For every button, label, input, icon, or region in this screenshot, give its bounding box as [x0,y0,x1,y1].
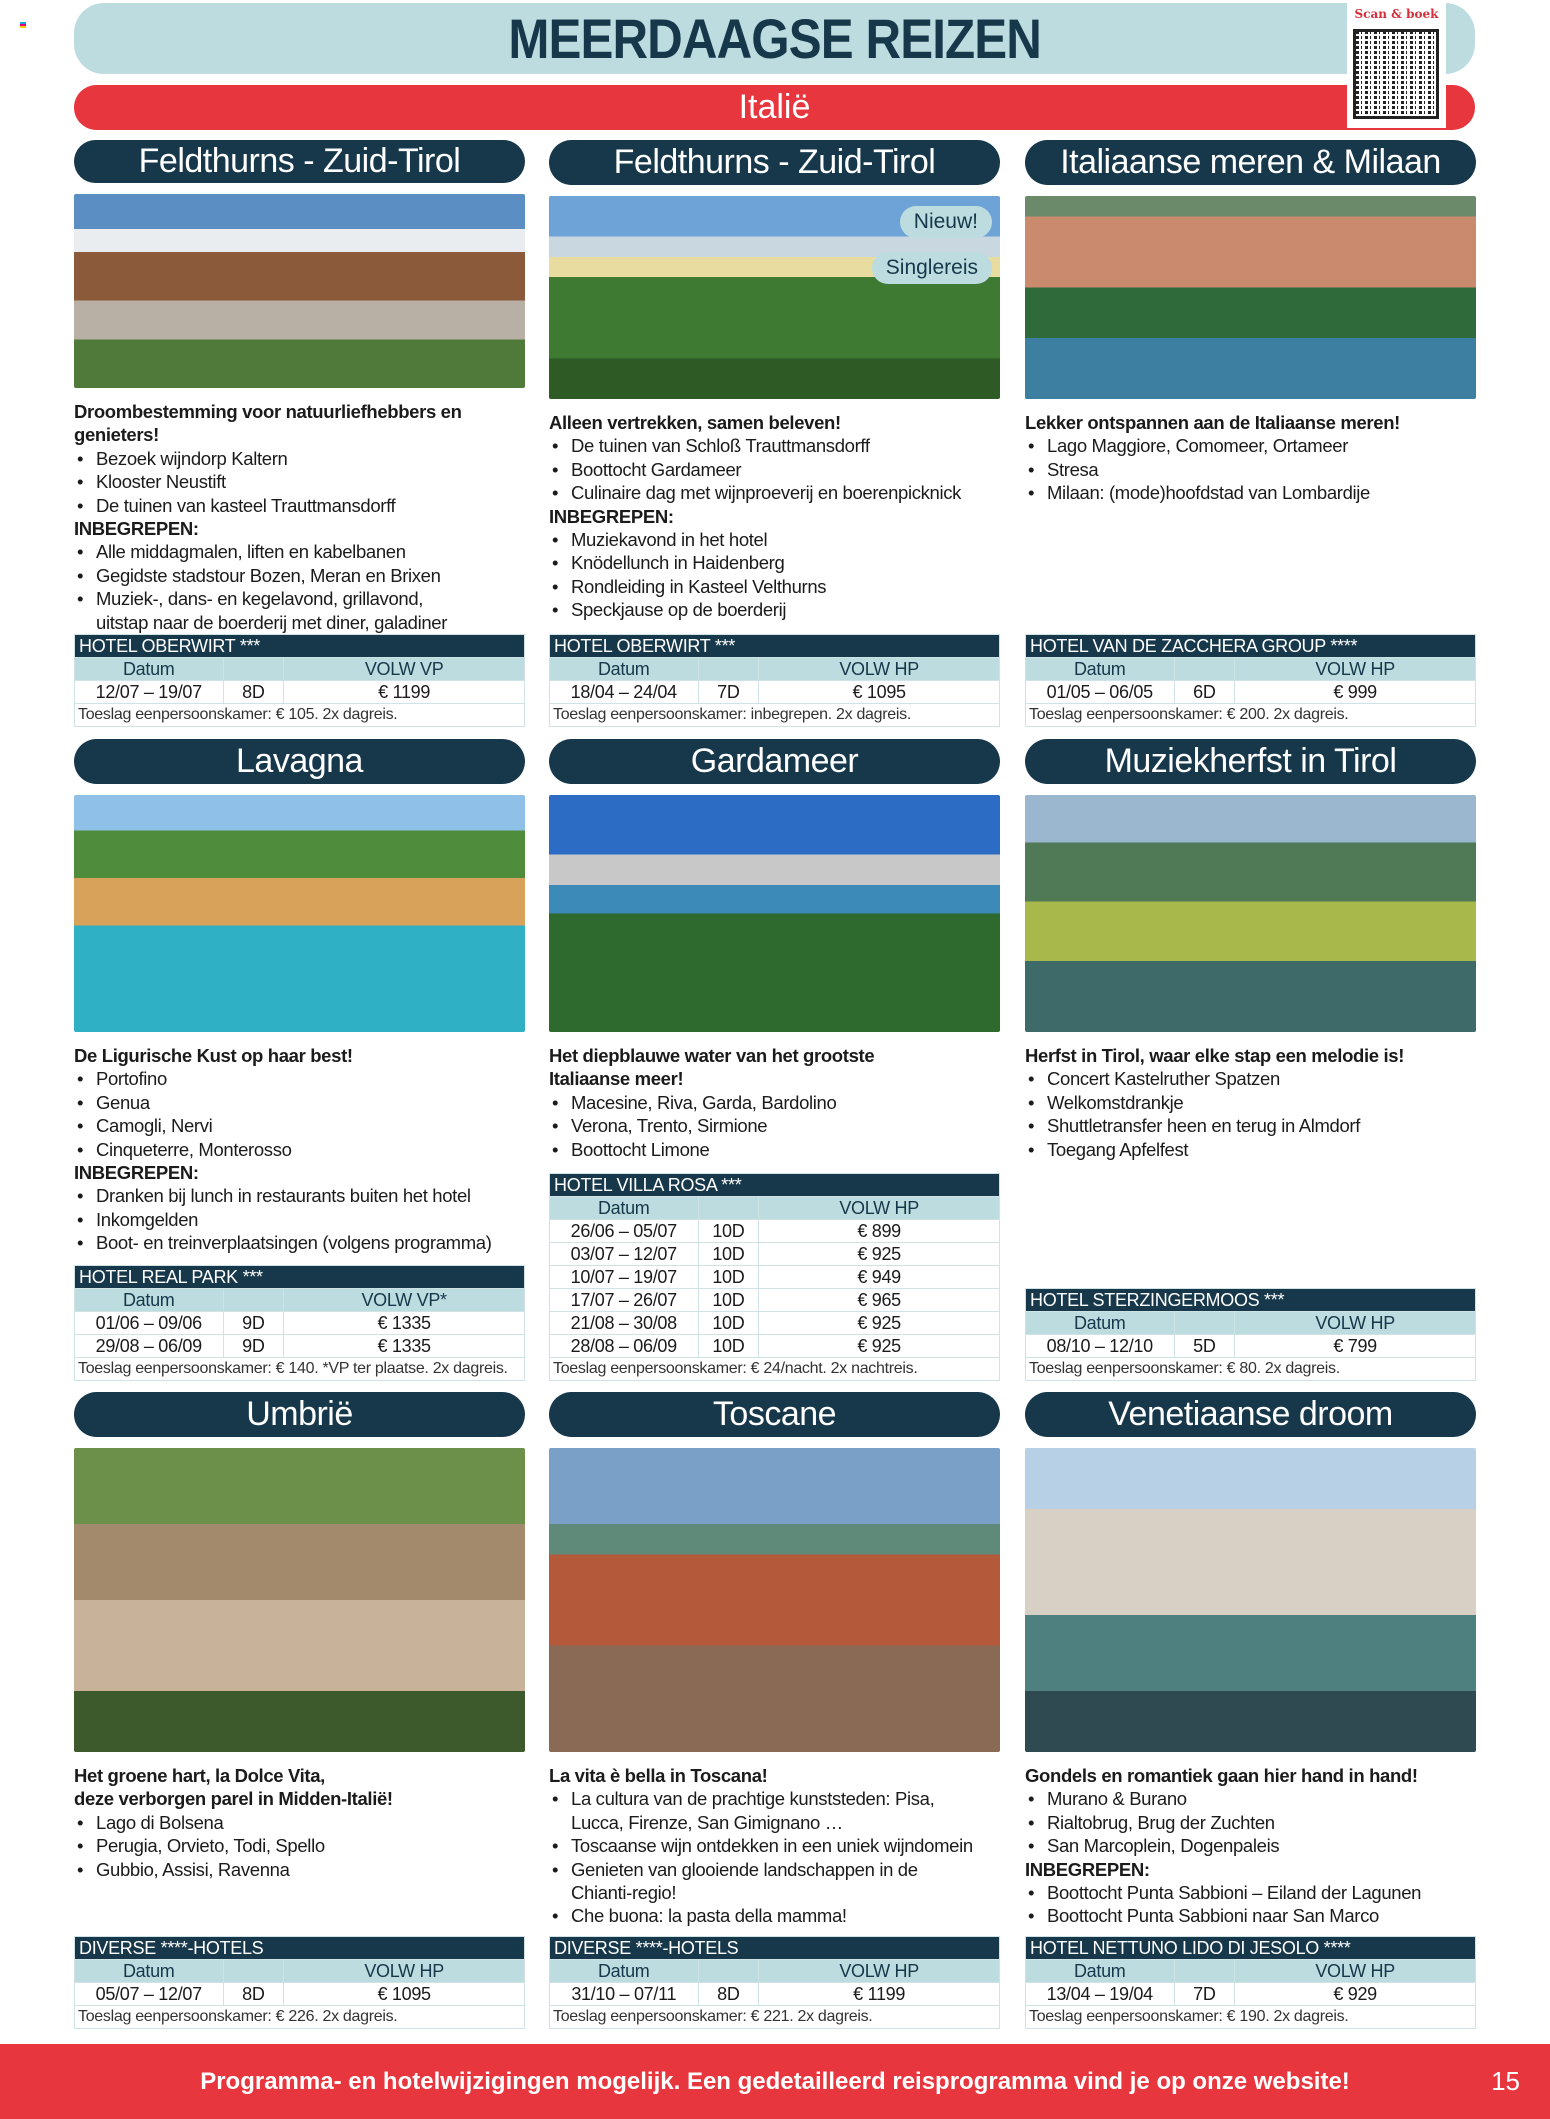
trip-description [1025,1764,1476,1928]
column-header: VOLW HP [759,1960,1000,1983]
column-header: VOLW HP [1235,1312,1476,1335]
trip-photo[interactable] [74,795,525,1032]
trip-card[interactable] [549,140,1000,727]
hotel-row [550,1937,1000,1960]
included-item: • Muziekavond in het hotel [549,528,1000,551]
price: € 949 [759,1266,1000,1289]
hotel-row [1026,635,1476,658]
trip-intro: Alleen vertrekken, samen beleven! [549,412,841,433]
surcharge-note-row [1026,704,1476,727]
column-header [223,1960,284,1983]
column-header: VOLW VP* [284,1289,525,1312]
column-header: Datum [1026,1312,1175,1335]
column-header-row [550,1197,1000,1220]
surcharge-note: Toeslag eenpersoonskamer: € 221. 2x dagreis. [550,2006,1000,2029]
trip-description [549,1044,1000,1161]
trip-description [74,1044,525,1255]
trip-title[interactable]: Venetiaanse droom [1025,1392,1476,1437]
included-list [74,540,525,634]
column-header: Datum [75,658,224,681]
column-header: VOLW HP [1235,1960,1476,1983]
price-table [74,1936,525,2029]
hotel-name: HOTEL STERZINGERMOOS *** [1026,1289,1476,1312]
highlights-list [74,1811,525,1881]
trip-title[interactable]: Lavagna [74,739,525,784]
print-color-marks [20,22,26,28]
duration: 8D [223,1983,284,2006]
price-table [1025,1936,1476,2029]
departure-dates: 13/04 – 19/04 [1026,1983,1175,2006]
trip-photo[interactable] [74,194,525,388]
duration: 8D [223,681,284,704]
included-item: • Boottocht Punta Sabbioni naar San Marco [1025,1904,1476,1927]
highlight-item: • Boottocht Gardameer [549,458,1000,481]
price-table [74,1265,525,1381]
trip-card[interactable] [1025,1392,1476,2029]
surcharge-note-row [550,2006,1000,2029]
departure-dates: 01/06 – 09/06 [75,1312,224,1335]
highlight-item: • De tuinen van Schloß Trauttmansdorff [549,434,1000,457]
hotel-row [550,1174,1000,1197]
qr-label: Scan & boek [1354,7,1439,21]
highlights-list [1025,434,1476,504]
surcharge-note: Toeslag eenpersoonskamer: € 190. 2x dagreis. [1026,2006,1476,2029]
highlights-list [1025,1067,1476,1161]
highlight-item: • Genieten van glooiende landschappen in de Chianti-regio! [549,1858,1000,1905]
column-header-row [75,1289,525,1312]
highlight-item: • Concert Kastelruther Spatzen [1025,1067,1476,1090]
qr-code[interactable] [1347,3,1446,128]
column-header: VOLW HP [284,1960,525,1983]
surcharge-note-row [75,704,525,727]
price: € 1335 [284,1312,525,1335]
trip-photo[interactable] [1025,1448,1476,1752]
highlight-item: • La cultura van de prachtige kunststeden: Pisa, Lucca, Firenze, San Gimignano … [549,1787,1000,1834]
surcharge-note: Toeslag eenpersoonskamer: inbegrepen. 2x dagreis. [550,704,1000,727]
surcharge-note: Toeslag eenpersoonskamer: € 105. 2x dagreis. [75,704,525,727]
price-row [550,1266,1000,1289]
price-table [549,634,1000,727]
hotel-row [75,1937,525,1960]
column-header: Datum [75,1960,224,1983]
surcharge-note: Toeslag eenpersoonskamer: € 226. 2x dagreis. [75,2006,525,2029]
trip-description [549,1764,1000,1928]
surcharge-note-row [550,704,1000,727]
country-banner: Italië [74,85,1475,130]
trip-card[interactable] [74,140,525,727]
trip-badge: Singlereis [872,252,992,284]
highlight-item: • Cinqueterre, Monterosso [74,1138,525,1161]
highlights-list [74,447,525,517]
price-row [75,681,525,704]
price: € 1095 [284,1983,525,2006]
trip-card[interactable] [74,739,525,1381]
highlight-item: • Rialtobrug, Brug der Zuchten [1025,1811,1476,1834]
column-header: VOLW HP [759,658,1000,681]
column-header-row [75,658,525,681]
trip-intro: Het groene hart, la Dolce Vita, deze verborgen parel in Midden-Italië! [74,1765,393,1810]
trip-card[interactable] [1025,140,1476,727]
included-item: • Knödellunch in Haidenberg [549,551,1000,574]
highlight-item: • Genua [74,1091,525,1114]
surcharge-note-row [550,1358,1000,1381]
highlight-item: • Perugia, Orvieto, Todi, Spello [74,1834,525,1857]
highlight-item: • Portofino [74,1067,525,1090]
surcharge-note: Toeslag eenpersoonskamer: € 80. 2x dagreis. [1026,1358,1476,1381]
highlight-item: • Boottocht Limone [549,1138,1000,1161]
departure-dates: 29/08 – 06/09 [75,1335,224,1358]
highlights-list [1025,1787,1476,1857]
trip-photo[interactable] [549,1448,1000,1752]
highlights-list [74,1067,525,1161]
duration: 7D [698,681,759,704]
trip-title[interactable]: Feldthurns - Zuid-Tirol [549,140,1000,185]
price: € 925 [759,1243,1000,1266]
departure-dates: 26/06 – 05/07 [550,1220,699,1243]
trip-photo[interactable] [1025,795,1476,1032]
price-row [550,1289,1000,1312]
highlights-list [549,1091,1000,1161]
column-header-row [550,1960,1000,1983]
price: € 965 [759,1289,1000,1312]
trip-photo[interactable] [74,1448,525,1752]
highlight-item: • Gubbio, Assisi, Ravenna [74,1858,525,1881]
hotel-name: HOTEL OBERWIRT *** [550,635,1000,658]
duration: 5D [1174,1335,1235,1358]
surcharge-note: Toeslag eenpersoonskamer: € 140. *VP ter plaatse. 2x dagreis. [75,1358,525,1381]
price: € 1335 [284,1335,525,1358]
column-header: Datum [75,1289,224,1312]
column-header [698,658,759,681]
price-row [75,1983,525,2006]
hotel-name: HOTEL VAN DE ZACCHERA GROUP **** [1026,635,1476,658]
departure-dates: 01/05 – 06/05 [1026,681,1175,704]
trip-description [74,400,525,634]
trip-intro: Droombestemming voor natuurliefhebbers en genieters! [74,400,462,446]
price-table [1025,1288,1476,1381]
duration: 10D [698,1243,759,1266]
highlight-item: • Che buona: la pasta della mamma! [549,1904,1000,1927]
trip-intro: Gondels en romantiek gaan hier hand in hand! [1025,1765,1418,1786]
surcharge-note-row [75,2006,525,2029]
highlights-list [549,1787,1000,1927]
column-header-row [75,1960,525,1983]
trip-intro: Het diepblauwe water van het grootste Italiaanse meer! [549,1045,875,1090]
highlight-item: • Milaan: (mode)hoofdstad van Lombardije [1025,481,1476,504]
departure-dates: 03/07 – 12/07 [550,1243,699,1266]
price: € 899 [759,1220,1000,1243]
price-row [75,1312,525,1335]
included-item: • Rondleiding in Kasteel Velthurns [549,575,1000,598]
column-header: VOLW VP [284,658,525,681]
trip-description [549,411,1000,622]
trip-photo[interactable] [1025,196,1476,399]
highlight-item: • Camogli, Nervi [74,1114,525,1137]
departure-dates: 17/07 – 26/07 [550,1289,699,1312]
departure-dates: 18/04 – 24/04 [550,681,699,704]
price-row [550,1312,1000,1335]
highlight-item: • San Marcoplein, Dogenpaleis [1025,1834,1476,1857]
price: € 1095 [759,681,1000,704]
column-header: Datum [550,1197,699,1220]
column-header [223,658,284,681]
duration: 10D [698,1335,759,1358]
highlights-list [549,434,1000,504]
price-row [550,1243,1000,1266]
highlight-item: • Stresa [1025,458,1476,481]
trip-description [1025,1044,1476,1161]
hotel-row [1026,1937,1476,1960]
column-header [1174,1312,1235,1335]
included-list [1025,1881,1476,1928]
column-header: Datum [550,658,699,681]
included-label: INBEGREPEN: [1025,1858,1150,1880]
price-table [549,1173,1000,1381]
included-label: INBEGREPEN: [74,517,199,539]
column-header: Datum [550,1960,699,1983]
trip-badge: Nieuw! [900,206,992,238]
departure-dates: 12/07 – 19/07 [75,681,224,704]
highlight-item: • Bezoek wijndorp Kaltern [74,447,525,470]
included-item: • Dranken bij lunch in restaurants buiten het hotel [74,1184,525,1207]
price-table [1025,634,1476,727]
price-row [550,1335,1000,1358]
included-label: INBEGREPEN: [74,1162,199,1184]
departure-dates: 05/07 – 12/07 [75,1983,224,2006]
highlight-item: • Toegang Apfelfest [1025,1138,1476,1161]
departure-dates: 31/10 – 07/11 [550,1983,699,2006]
column-header [223,1289,284,1312]
departure-dates: 28/08 – 06/09 [550,1335,699,1358]
hotel-name: HOTEL REAL PARK *** [75,1266,525,1289]
included-item: • Inkomgelden [74,1208,525,1231]
trip-title[interactable]: Muziekherfst in Tirol [1025,739,1476,784]
trip-photo[interactable] [549,795,1000,1032]
duration: 10D [698,1220,759,1243]
hotel-row [75,635,525,658]
price: € 925 [759,1312,1000,1335]
trip-intro: De Ligurische Kust op haar best! [74,1045,353,1066]
surcharge-note-row [75,1358,525,1381]
duration: 9D [223,1335,284,1358]
price-table [74,634,525,727]
column-header [698,1960,759,1983]
departure-dates: 08/10 – 12/10 [1026,1335,1175,1358]
departure-dates: 21/08 – 30/08 [550,1312,699,1335]
duration: 10D [698,1312,759,1335]
trip-description [74,1764,525,1881]
trip-intro: Lekker ontspannen aan de Italiaanse meren! [1025,412,1400,433]
included-item: • Boot- en treinverplaatsingen (volgens programma) [74,1231,525,1254]
price-row [1026,1335,1476,1358]
trip-photo[interactable] [549,196,1000,399]
price: € 1199 [284,681,525,704]
column-header-row [1026,1312,1476,1335]
price-row [1026,1983,1476,2006]
price-row [550,1220,1000,1243]
included-label: INBEGREPEN: [549,505,674,527]
highlight-item: • Shuttletransfer heen en terug in Almdorf [1025,1114,1476,1137]
included-list [74,1184,525,1254]
trip-description [1025,411,1476,505]
highlight-item: • Murano & Burano [1025,1787,1476,1810]
trip-title[interactable]: Feldthurns - Zuid-Tirol [74,140,525,183]
duration: 9D [223,1312,284,1335]
price-table [549,1936,1000,2029]
page-number: 15 [1491,2066,1520,2096]
included-list [549,528,1000,622]
trip-card[interactable] [549,739,1000,1381]
price: € 929 [1235,1983,1476,2006]
page-title: MEERDAAGSE REIZEN [508,7,1041,70]
duration: 7D [1174,1983,1235,2006]
highlight-item: • Macesine, Riva, Garda, Bardolino [549,1091,1000,1114]
trip-card[interactable] [549,1392,1000,2029]
price-row [550,1983,1000,2006]
hotel-name: HOTEL OBERWIRT *** [75,635,525,658]
price-row [1026,681,1476,704]
trip-title[interactable]: Toscane [549,1392,1000,1437]
duration: 6D [1174,681,1235,704]
price-row [75,1335,525,1358]
trip-card[interactable] [74,1392,525,2029]
price: € 999 [1235,681,1476,704]
highlight-item: • Lago Maggiore, Comomeer, Ortameer [1025,434,1476,457]
duration: 8D [698,1983,759,2006]
highlight-item: • Lago di Bolsena [74,1811,525,1834]
highlight-item: • Verona, Trento, Sirmione [549,1114,1000,1137]
column-header: VOLW HP [759,1197,1000,1220]
included-item: • Boottocht Punta Sabbioni – Eiland der Lagunen [1025,1881,1476,1904]
column-header [1174,1960,1235,1983]
column-header: Datum [1026,658,1175,681]
column-header-row [550,658,1000,681]
page-header [74,3,1475,74]
surcharge-note-row [1026,2006,1476,2029]
column-header [1174,658,1235,681]
footer-message: Programma- en hotelwijzigingen mogelijk. Een gedetailleerd reisprogramma vind je op onze website! [200,2067,1350,2095]
trip-intro: La vita è bella in Toscana! [549,1765,768,1786]
hotel-row [1026,1289,1476,1312]
trip-title[interactable]: Gardameer [549,739,1000,784]
trip-title[interactable]: Umbrië [74,1392,525,1437]
column-header: Datum [1026,1960,1175,1983]
price: € 925 [759,1335,1000,1358]
price-row [550,681,1000,704]
column-header-row [1026,658,1476,681]
hotel-name: DIVERSE ****-HOTELS [550,1937,1000,1960]
surcharge-note: Toeslag eenpersoonskamer: € 24/nacht. 2x nachtreis. [550,1358,1000,1381]
hotel-name: HOTEL NETTUNO LIDO DI JESOLO **** [1026,1937,1476,1960]
duration: 10D [698,1266,759,1289]
included-item: • Alle middagmalen, liften en kabelbanen [74,540,525,563]
hotel-name: HOTEL VILLA ROSA *** [550,1174,1000,1197]
column-header: VOLW HP [1235,658,1476,681]
included-item: • Muziek-, dans- en kegelavond, grillavond, uitstap naar de boerderij met diner, galadiner [74,587,525,634]
column-header [698,1197,759,1220]
trip-card[interactable] [1025,739,1476,1381]
highlight-item: • Welkomstdrankje [1025,1091,1476,1114]
surcharge-note: Toeslag eenpersoonskamer: € 200. 2x dagreis. [1026,704,1476,727]
price: € 1199 [759,1983,1000,2006]
hotel-row [75,1266,525,1289]
hotel-row [550,635,1000,658]
trip-title[interactable]: Italiaanse meren & Milaan [1025,140,1476,185]
included-item: • Speckjause op de boerderij [549,598,1000,621]
hotel-name: DIVERSE ****-HOTELS [75,1937,525,1960]
duration: 10D [698,1289,759,1312]
qr-code-image[interactable] [1353,29,1439,119]
included-item: • Gegidste stadstour Bozen, Meran en Brixen [74,564,525,587]
departure-dates: 10/07 – 19/07 [550,1266,699,1289]
price: € 799 [1235,1335,1476,1358]
surcharge-note-row [1026,1358,1476,1381]
column-header-row [1026,1960,1476,1983]
highlight-item: • Culinaire dag met wijnproeverij en boerenpicknick [549,481,1000,504]
trip-intro: Herfst in Tirol, waar elke stap een melodie is! [1025,1045,1405,1066]
highlight-item: • Klooster Neustift [74,470,525,493]
highlight-item: • De tuinen van kasteel Trauttmansdorff [74,494,525,517]
highlight-item: • Toscaanse wijn ontdekken in een uniek wijndomein [549,1834,1000,1857]
footer-bar [0,2044,1550,2119]
